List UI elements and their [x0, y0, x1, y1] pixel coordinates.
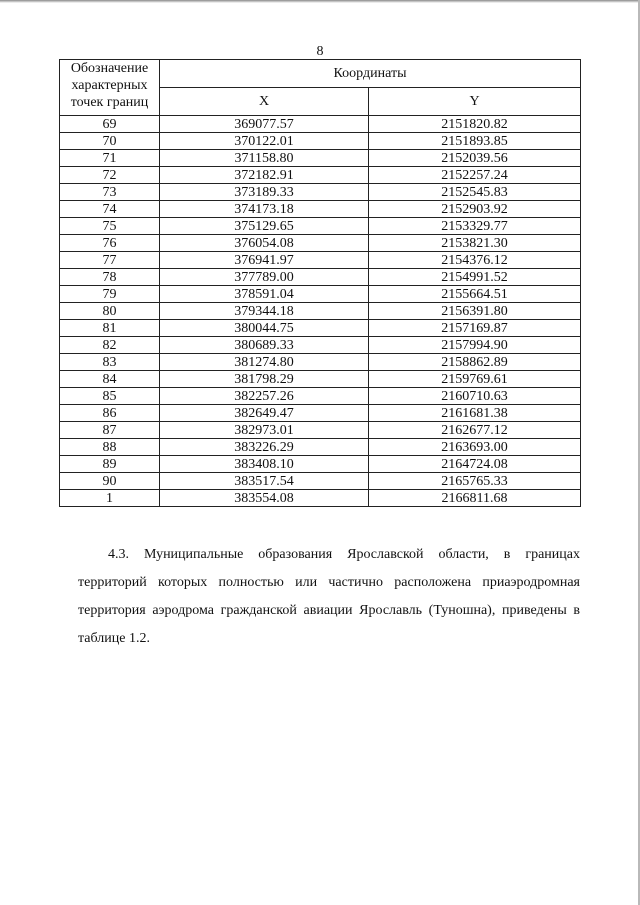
point-cell: 88 — [60, 439, 160, 456]
y-coordinate-cell: 2156391.80 — [369, 303, 581, 320]
table-row — [60, 303, 581, 320]
point-designation-header — [60, 60, 160, 116]
point-cell: 82 — [60, 337, 160, 354]
table-row — [60, 235, 581, 252]
table-row — [60, 337, 581, 354]
y-coordinate-cell: 2152903.92 — [369, 201, 581, 218]
point-cell: 80 — [60, 303, 160, 320]
x-coordinate-cell: 382973.01 — [160, 422, 369, 439]
y-coordinate-cell: 2152257.24 — [369, 167, 581, 184]
point-cell: 74 — [60, 201, 160, 218]
x-coordinate-cell: 375129.65 — [160, 218, 369, 235]
y-column-header: Y — [369, 88, 581, 116]
point-header-line: характерных — [71, 78, 148, 93]
y-coordinate-cell: 2157169.87 — [369, 320, 581, 337]
table-row — [60, 184, 581, 201]
point-cell: 73 — [60, 184, 160, 201]
point-cell: 76 — [60, 235, 160, 252]
x-coordinate-cell: 383517.54 — [160, 473, 369, 490]
table-row — [60, 405, 581, 422]
section-paragraph — [78, 541, 580, 653]
y-coordinate-cell: 2152039.56 — [369, 150, 581, 167]
x-coordinate-cell: 373189.33 — [160, 184, 369, 201]
y-coordinate-cell: 2164724.08 — [369, 456, 581, 473]
x-coordinate-cell: 377789.00 — [160, 269, 369, 286]
y-coordinate-cell: 2154991.52 — [369, 269, 581, 286]
point-cell: 69 — [60, 116, 160, 133]
x-column-header: X — [160, 88, 369, 116]
coordinates-table — [59, 59, 581, 507]
point-cell: 72 — [60, 167, 160, 184]
point-header-line: точек границ — [70, 95, 149, 110]
paragraph-line: территория аэродрома гражданской авиации Ярославль (Туношна), приведены в — [78, 603, 580, 618]
point-cell: 70 — [60, 133, 160, 150]
paragraph-line: территорий которых полностью или частично расположена приаэродромная — [78, 575, 580, 590]
y-coordinate-cell: 2155664.51 — [369, 286, 581, 303]
table-row — [60, 473, 581, 490]
y-coordinate-cell: 2159769.61 — [369, 371, 581, 388]
paragraph-line: 4.3. Муниципальные образования Ярославской области, в границах — [108, 547, 580, 562]
y-coordinate-cell: 2151820.82 — [369, 116, 581, 133]
table-row — [60, 252, 581, 269]
paragraph-line: таблице 1.2. — [78, 631, 150, 646]
scan-edge-top — [0, 0, 640, 3]
point-cell: 90 — [60, 473, 160, 490]
x-coordinate-cell: 380689.33 — [160, 337, 369, 354]
point-cell: 81 — [60, 320, 160, 337]
x-coordinate-cell: 382257.26 — [160, 388, 369, 405]
x-coordinate-cell: 378591.04 — [160, 286, 369, 303]
table-row — [60, 422, 581, 439]
x-coordinate-cell: 383226.29 — [160, 439, 369, 456]
point-cell: 86 — [60, 405, 160, 422]
table-row — [60, 269, 581, 286]
x-coordinate-cell: 381274.80 — [160, 354, 369, 371]
page-number: 8 — [316, 44, 324, 59]
x-coordinate-cell: 381798.29 — [160, 371, 369, 388]
table-row — [60, 371, 581, 388]
point-cell: 87 — [60, 422, 160, 439]
point-cell: 83 — [60, 354, 160, 371]
x-coordinate-cell: 383408.10 — [160, 456, 369, 473]
point-cell: 79 — [60, 286, 160, 303]
point-cell: 85 — [60, 388, 160, 405]
coordinates-table-body — [60, 116, 581, 507]
point-cell: 84 — [60, 371, 160, 388]
x-coordinate-cell: 370122.01 — [160, 133, 369, 150]
y-coordinate-cell: 2153329.77 — [369, 218, 581, 235]
x-coordinate-cell: 380044.75 — [160, 320, 369, 337]
y-coordinate-cell: 2160710.63 — [369, 388, 581, 405]
table-row — [60, 320, 581, 337]
table-row — [60, 201, 581, 218]
table-row — [60, 388, 581, 405]
point-cell: 75 — [60, 218, 160, 235]
y-coordinate-cell: 2166811.68 — [369, 490, 581, 507]
x-coordinate-cell: 372182.91 — [160, 167, 369, 184]
y-coordinate-cell: 2161681.38 — [369, 405, 581, 422]
x-coordinate-cell: 371158.80 — [160, 150, 369, 167]
table-row — [60, 133, 581, 150]
y-coordinate-cell: 2154376.12 — [369, 252, 581, 269]
point-cell: 77 — [60, 252, 160, 269]
table-row — [60, 490, 581, 507]
y-coordinate-cell: 2165765.33 — [369, 473, 581, 490]
x-coordinate-cell: 383554.08 — [160, 490, 369, 507]
x-coordinate-cell: 376941.97 — [160, 252, 369, 269]
y-coordinate-cell: 2157994.90 — [369, 337, 581, 354]
x-coordinate-cell: 374173.18 — [160, 201, 369, 218]
table-row — [60, 456, 581, 473]
table-row — [60, 286, 581, 303]
table-row — [60, 116, 581, 133]
x-coordinate-cell: 379344.18 — [160, 303, 369, 320]
x-coordinate-cell: 382649.47 — [160, 405, 369, 422]
x-coordinate-cell: 376054.08 — [160, 235, 369, 252]
y-coordinate-cell: 2152545.83 — [369, 184, 581, 201]
coordinates-header: Координаты — [160, 60, 581, 88]
y-coordinate-cell: 2153821.30 — [369, 235, 581, 252]
point-cell: 1 — [60, 490, 160, 507]
point-cell: 78 — [60, 269, 160, 286]
y-coordinate-cell: 2158862.89 — [369, 354, 581, 371]
table-row — [60, 167, 581, 184]
y-coordinate-cell: 2151893.85 — [369, 133, 581, 150]
point-cell: 89 — [60, 456, 160, 473]
point-header-line: Обозначение — [70, 61, 149, 76]
y-coordinate-cell: 2162677.12 — [369, 422, 581, 439]
table-row — [60, 218, 581, 235]
table-row — [60, 354, 581, 371]
table-row — [60, 150, 581, 167]
x-coordinate-cell: 369077.57 — [160, 116, 369, 133]
table-row — [60, 439, 581, 456]
y-coordinate-cell: 2163693.00 — [369, 439, 581, 456]
point-cell: 71 — [60, 150, 160, 167]
